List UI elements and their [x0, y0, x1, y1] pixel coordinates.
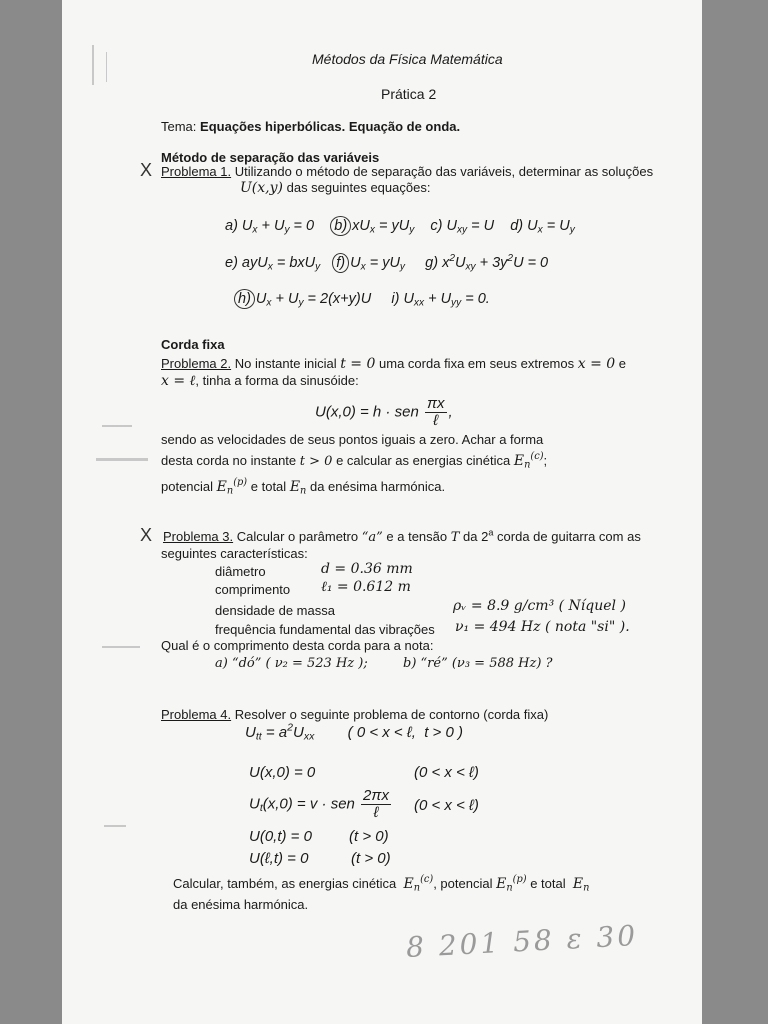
section-heading-separacao: Método de separação das variáveis: [161, 150, 380, 165]
char-name-3: frequência fundamental das vibrações: [215, 622, 435, 637]
problem2-line3: sendo as velocidades de seus pontos iguais a zero. Achar a forma: [161, 432, 544, 447]
problem4-line2: Calcular, também, as energias cinética $E_n^{(c)}$, potencial $E_n^{(p)}$ e total $E_n$: [173, 874, 590, 894]
scan-artifact: [106, 52, 107, 82]
sinusoid-equation: U(x,0) = h · sen $\frac{\pi x}{\text{ℓ}}$ ,: [315, 395, 453, 429]
char-value-1: ℓ₁ = 0.612 m: [321, 579, 411, 595]
eq-d-label: d): [510, 218, 524, 234]
scan-artifact: [92, 45, 94, 85]
problem4-label: Problema 4.: [161, 707, 232, 722]
problem1-line2-text: das seguintes equações:: [286, 180, 431, 195]
handwritten-x-mark: X: [140, 160, 153, 180]
problem1-function: U(x,y): [240, 180, 283, 196]
problem2-line4: desta corda no instante t > 0 e calcular as energias cinética $E_n^{(c)}$;: [161, 451, 548, 471]
problem2-t0: t = 0: [340, 356, 376, 372]
problem2-line2: x = ℓ, tinha a forma da sinusóide:: [161, 373, 359, 389]
problem1-label: Problema 1.: [161, 164, 232, 179]
initial-condition-2: $U_t(x,0) = v$ · sen $\frac{2\pi x}{\text{ℓ}}$: [249, 787, 389, 821]
boundary-condition-2-domain: (t > 0): [351, 850, 391, 867]
document-title: Métodos da Física Matemática: [312, 51, 503, 67]
char-value-2: ρᵥ = 8.9 g/cm³ ( Níquel ): [453, 598, 626, 614]
problem3-question: Qual é o comprimento desta corda para a nota:: [161, 638, 434, 653]
eq-c-label: c): [430, 218, 443, 234]
initial-condition-1-domain: (0 < x < ℓ): [414, 764, 479, 781]
equation-row-2: e) ayU$_x$ = bxU$_y$ f) $U_x = yU_y$ g) $x^2U_{xy} + 3y^2U = 0$: [225, 252, 549, 273]
problem3-line1: Problema 3. Calcular o parâmetro “a” e a tensão T da 2$^a$ corda de guitarra com as: [163, 527, 641, 545]
problem2-x0: x = 0: [577, 356, 616, 372]
char-name-0: diâmetro: [215, 564, 266, 579]
document-page: [62, 0, 702, 1024]
section-heading-corda-fixa: Corda fixa: [161, 337, 225, 352]
boundary-condition-1-domain: (t > 0): [349, 828, 389, 845]
char-name-2: densidade de massa: [215, 603, 335, 618]
problem3-qb: b) “ré” (ν₃ = 588 Hz) ?: [403, 656, 553, 671]
handwritten-x-mark-2: X: [140, 525, 153, 545]
problem3-qa: a) “dó” ( ν₂ = 523 Hz );: [215, 656, 368, 671]
boundary-condition-2: U(ℓ,t) = 0: [249, 850, 309, 867]
equation-row-3: h) $U_x + U_y = 2(x+y)U$ i) $U_{xx} + U_{yy} = 0$.: [234, 289, 490, 309]
eq-h-label-circled: h): [234, 289, 255, 309]
char-name-1: comprimento: [215, 582, 291, 597]
initial-condition-1: U(x,0) = 0: [249, 764, 316, 781]
eq-g-label: g): [425, 255, 439, 271]
problem2-t-gt-0: t > 0: [299, 454, 333, 469]
char-value-3: ν₁ = 494 Hz ( nota "si" ).: [455, 619, 630, 635]
problem4-line3: da enésima harmónica.: [173, 897, 309, 912]
problem2-label: Problema 2.: [161, 356, 232, 371]
tema-line: [161, 119, 460, 134]
problem4-line1: Problema 4. Resolver o seguinte problema de contorno (corda fixa): [161, 707, 549, 722]
eq-i-label: i): [391, 291, 400, 307]
tema-text: Equações hiperbólicas. Equação de onda.: [200, 119, 461, 134]
problem2-line1: Problema 2. No instante inicial t = 0 uma corda fixa em seus extremos x = 0 e: [161, 356, 627, 372]
scan-artifact: [104, 825, 126, 827]
problem3-line2: seguintes características:: [161, 546, 308, 561]
scan-artifact: [102, 646, 140, 648]
tema-label: Tema:: [161, 119, 197, 134]
problem1-text: [161, 164, 653, 179]
scan-artifact: [96, 458, 148, 461]
eq-f-label-circled: f): [332, 253, 349, 273]
problem1-line1: Utilizando o método de separação das variáveis, determinar as soluções: [234, 164, 654, 179]
eq-b-label-circled: b): [330, 216, 351, 236]
equation-row-1: a) $U_x + U_y = 0$ b) $xU_x = yU_y$ c) $U_{xy} = U$ d) $U_x = U_y$: [225, 218, 575, 236]
boundary-condition-1: U(0,t) = 0: [249, 828, 312, 845]
eq-a-label: a): [225, 218, 238, 234]
handwritten-pencil-note: 8 201 58 ε 30: [405, 918, 639, 965]
problem2-line5: potencial $E_n^{(p)}$ e total $E_n$ da enésima harmónica.: [161, 477, 446, 497]
problem1-line2: [240, 180, 430, 196]
problem3-label: Problema 3.: [163, 529, 234, 544]
wave-equation: $U_{tt} = a^2U_{xx}$ ( 0 < x < ℓ, t > 0 ): [245, 721, 463, 743]
initial-condition-2-domain: (0 < x < ℓ): [414, 797, 479, 814]
problem2-xl: x = ℓ: [161, 373, 196, 389]
char-value-0: d = 0.36 mm: [321, 561, 413, 577]
scan-artifact: [102, 425, 132, 427]
eq-e-label: e): [225, 255, 238, 271]
document-subtitle: Prática 2: [381, 86, 437, 102]
